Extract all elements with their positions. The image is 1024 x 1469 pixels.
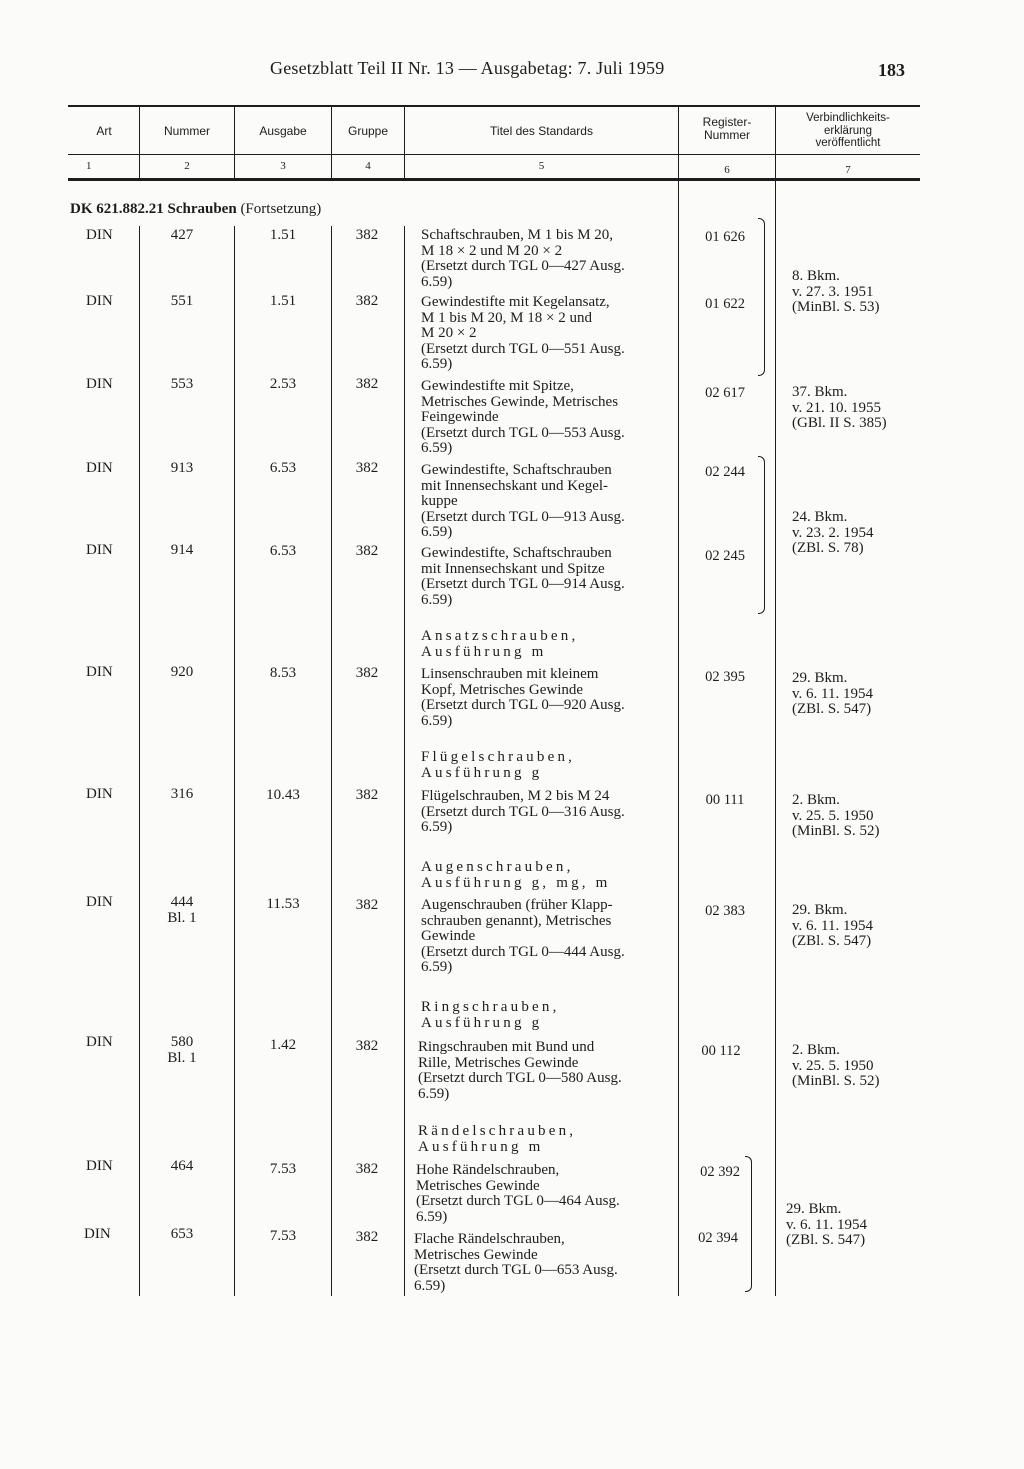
- cell-gruppe: 382: [355, 376, 379, 392]
- body-sep-5: [678, 180, 679, 1296]
- col-header-art: Art: [96, 124, 112, 138]
- cell-titel: Gewindestifte mit Spitze, Metrisches Gewinde, Metrisches Feingewinde (Ersetzt durch TGL 0—553 Ausg. 6.59): [421, 378, 625, 456]
- page-number: 183: [878, 60, 905, 80]
- cell-register: 02 617: [705, 385, 745, 401]
- cell-gruppe: 382: [355, 897, 379, 913]
- cell-art: DIN: [86, 376, 113, 392]
- cell-ausgabe: 6.53: [269, 460, 297, 476]
- section-name: Schrauben: [167, 201, 237, 217]
- cell-nummer: 920: [170, 664, 194, 680]
- cell-register: 01 622: [705, 296, 745, 312]
- cell-register: 02 395: [705, 669, 745, 685]
- cell-art: DIN: [86, 293, 113, 309]
- cell-ausgabe: 1.51: [269, 293, 297, 309]
- cell-register: 02 394: [698, 1230, 738, 1246]
- cell-nummer: 316: [170, 786, 194, 802]
- col-number-4: 4: [365, 160, 371, 172]
- cell-titel: Flache Rändelschrauben, Metrisches Gewinde (Ersetzt durch TGL 0—653 Ausg. 6.59): [414, 1231, 618, 1294]
- col-number-6: 6: [724, 164, 730, 176]
- bekanntmachung: 2. Bkm. v. 25. 5. 1950 (MinBl. S. 52): [792, 1042, 880, 1089]
- cell-nummer: 427: [170, 227, 194, 243]
- col-header-verbindlichkeit: Verbindlichkeits- erklärung veröffentlicht: [806, 112, 890, 149]
- header-divider: [68, 154, 920, 155]
- cell-ausgabe: 7.53: [269, 1228, 297, 1244]
- col-header-gruppe: Gruppe: [347, 124, 389, 138]
- cell-art: DIN: [86, 786, 113, 802]
- cell-gruppe: 382: [355, 543, 379, 559]
- bekanntmachung: 29. Bkm. v. 6. 11. 1954 (ZBl. S. 547): [792, 670, 873, 717]
- cell-nummer: 914: [170, 542, 194, 558]
- cell-nummer: 444 Bl. 1: [167, 894, 197, 926]
- col-header-ausgabe: Ausgabe: [259, 124, 307, 138]
- subheading: Augenschrauben, Ausführung g, mg, m: [421, 859, 611, 891]
- section-code: DK 621.882.21: [70, 201, 164, 217]
- cell-ausgabe: 1.42: [269, 1037, 297, 1053]
- bekanntmachung: 8. Bkm. v. 27. 3. 1951 (MinBl. S. 53): [792, 268, 880, 315]
- bekanntmachung: 37. Bkm. v. 21. 10. 1955 (GBl. II S. 385): [792, 384, 887, 431]
- subheading: Ringschrauben, Ausführung g: [421, 999, 560, 1031]
- group-brace: [745, 1156, 752, 1292]
- bekanntmachung: 29. Bkm. v. 6. 11. 1954 (ZBl. S. 547): [792, 902, 873, 949]
- cell-nummer: 580 Bl. 1: [167, 1034, 197, 1066]
- body-sep-6: [775, 180, 776, 1296]
- cell-register: 00 112: [701, 1043, 741, 1059]
- cell-nummer: 913: [170, 460, 194, 476]
- page-header-title: Gesetzblatt Teil II Nr. 13 — Ausgabetag: 7. Juli 1959: [270, 58, 665, 78]
- group-brace: [758, 456, 765, 614]
- cell-titel: Linsenschrauben mit kleinem Kopf, Metrisches Gewinde (Ersetzt durch TGL 0—920 Ausg. 6.59): [421, 666, 625, 729]
- cell-gruppe: 382: [355, 227, 379, 243]
- cell-nummer: 551: [170, 293, 194, 309]
- column-number-rule: [68, 178, 920, 181]
- cell-titel: Ringschrauben mit Bund und Rille, Metrisches Gewinde (Ersetzt durch TGL 0—580 Ausg. 6.59): [418, 1039, 622, 1102]
- cell-art: DIN: [84, 1226, 111, 1242]
- cell-art: DIN: [86, 542, 113, 558]
- col-number-7: 7: [845, 164, 851, 176]
- cell-titel: Augenschrauben (früher Klapp- schrauben genannt), Metrisches Gewinde (Ersetzt durch TGL 0—444 Ausg. 6.59): [421, 897, 625, 975]
- cell-titel: Gewindestifte, Schaftschrauben mit Innensechskant und Kegel- kuppe (Ersetzt durch TGL 0—913 Ausg. 6.59): [421, 462, 625, 540]
- cell-gruppe: 382: [355, 1038, 379, 1054]
- cell-art: DIN: [86, 227, 113, 243]
- cell-art: DIN: [86, 460, 113, 476]
- cell-ausgabe: 11.53: [266, 896, 300, 912]
- col-number-1: 1: [86, 160, 92, 172]
- cell-nummer: 553: [170, 376, 194, 392]
- cell-gruppe: 382: [355, 293, 379, 309]
- bekanntmachung: 29. Bkm. v. 6. 11. 1954 (ZBl. S. 547): [786, 1201, 867, 1248]
- col-number-5: 5: [538, 160, 545, 172]
- subheading: Rändelschrauben, Ausführung m: [418, 1123, 577, 1155]
- cell-titel: Hohe Rändelschrauben, Metrisches Gewinde (Ersetzt durch TGL 0—464 Ausg. 6.59): [416, 1162, 620, 1225]
- cell-register: 02 245: [705, 548, 745, 564]
- cell-titel: Gewindestifte mit Kegelansatz, M 1 bis M 20, M 18 × 2 und M 20 × 2 (Ersetzt durch TGL 0—551 Ausg. 6.59): [421, 294, 625, 372]
- cell-register: 02 383: [705, 903, 745, 919]
- col-header-nummer: Nummer: [163, 124, 210, 138]
- cell-art: DIN: [86, 894, 113, 910]
- cell-nummer: 464: [170, 1158, 194, 1174]
- cell-art: DIN: [86, 1034, 113, 1050]
- col-header-register: Register- Nummer: [702, 115, 752, 142]
- body-sep-4: [404, 226, 405, 1296]
- table-top-rule: [68, 105, 920, 107]
- cell-ausgabe: 6.53: [269, 543, 297, 559]
- subheading: Flügelschrauben, Ausführung g: [421, 749, 576, 781]
- cell-ausgabe: 7.53: [269, 1161, 297, 1177]
- col-header-titel: Titel des Standards: [490, 124, 593, 138]
- col-number-2: 2: [184, 160, 190, 172]
- cell-titel: Flügelschrauben, M 2 bis M 24 (Ersetzt durch TGL 0—316 Ausg. 6.59): [421, 788, 625, 835]
- cell-gruppe: 382: [355, 665, 379, 681]
- section-note: (Fortsetzung): [240, 201, 322, 217]
- cell-ausgabe: 10.43: [266, 787, 300, 803]
- cell-art: DIN: [86, 664, 113, 680]
- cell-gruppe: 382: [355, 460, 379, 476]
- cell-register: 02 392: [700, 1164, 740, 1180]
- cell-art: DIN: [86, 1158, 113, 1174]
- cell-register: 02 244: [705, 464, 745, 480]
- cell-register: 00 111: [705, 792, 745, 808]
- subheading: Ansatzschrauben, Ausführung m: [421, 628, 579, 660]
- cell-nummer: 653: [170, 1226, 194, 1242]
- bekanntmachung: 24. Bkm. v. 23. 2. 1954 (ZBl. S. 78): [792, 509, 874, 556]
- cell-titel: Gewindestifte, Schaftschrauben mit Innensechskant und Spitze (Ersetzt durch TGL 0—914 Ausg. 6.59): [421, 545, 625, 608]
- section-heading: [70, 201, 321, 218]
- cell-ausgabe: 2.53: [269, 376, 297, 392]
- cell-register: 01 626: [705, 229, 745, 245]
- cell-ausgabe: 1.51: [269, 227, 297, 243]
- cell-gruppe: 382: [355, 1161, 379, 1177]
- cell-gruppe: 382: [355, 787, 379, 803]
- group-brace: [758, 218, 765, 376]
- cell-titel: Schaftschrauben, M 1 bis M 20, M 18 × 2 und M 20 × 2 (Ersetzt durch TGL 0—427 Ausg. 6.59): [421, 227, 625, 290]
- bekanntmachung: 2. Bkm. v. 25. 5. 1950 (MinBl. S. 52): [792, 792, 880, 839]
- col-number-3: 3: [280, 160, 286, 172]
- cell-gruppe: 382: [355, 1229, 379, 1245]
- cell-ausgabe: 8.53: [269, 665, 297, 681]
